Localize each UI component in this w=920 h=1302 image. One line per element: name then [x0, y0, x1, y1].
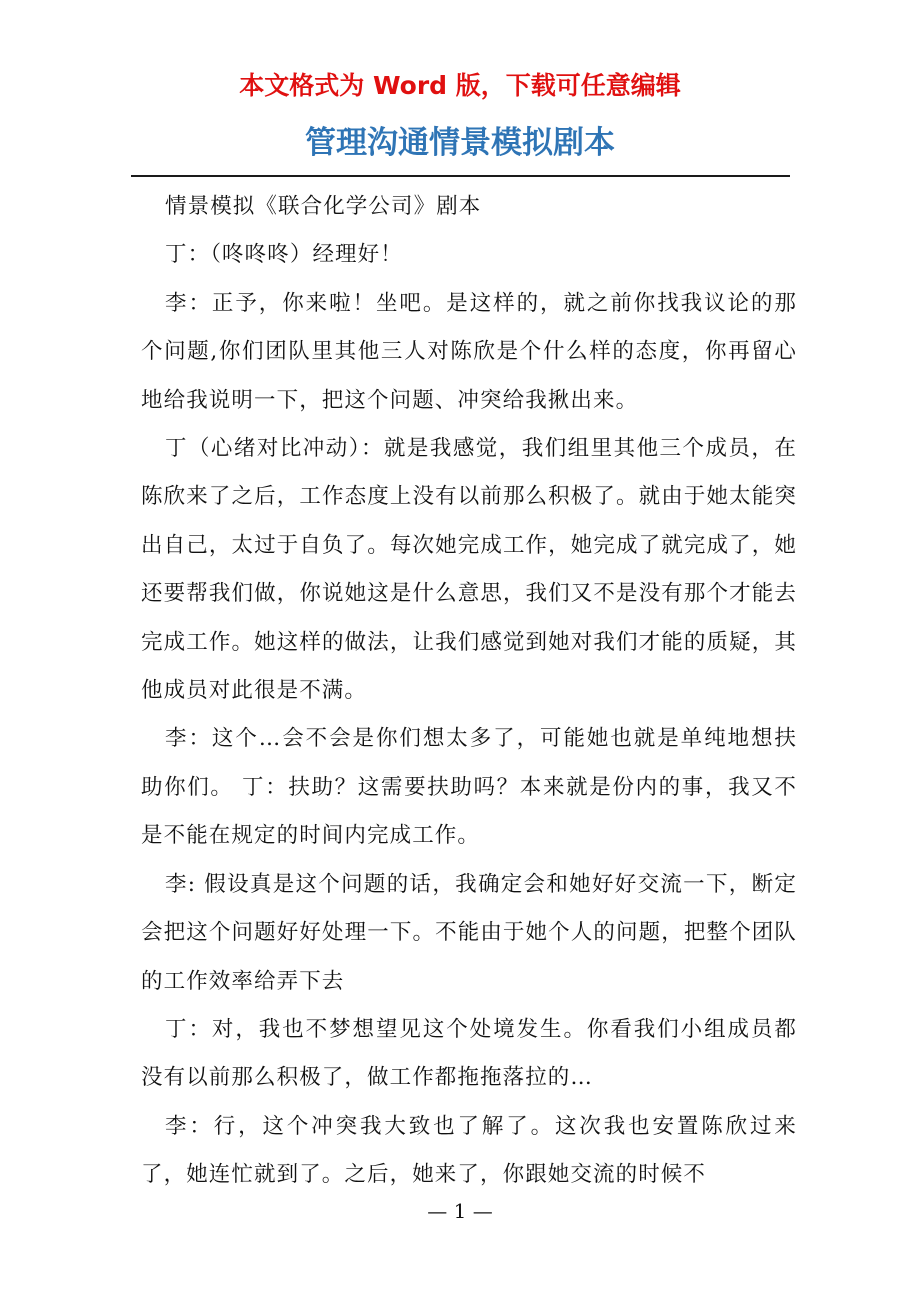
paragraph-li-closing: 李：行，这个冲突我大致也了解了。这次我也安置陈欣过来了，她连忙就到了。之后，她来了，你跟她交流的时候不	[141, 1113, 797, 1188]
document-body	[141, 183, 797, 1200]
format-notice-banner: 本文格式为 Word 版，下载可任意编辑	[239, 71, 681, 100]
paragraph-li-ding-exchange: 李：这个…会不会是你们想太多了，可能她也就是单纯地想扶助你们。 丁：扶助？这需要扶助吗？本来就是份内的事，我又不是不能在规定的时间内完成工作。	[141, 726, 797, 849]
paragraph-ding-complaint: 丁（心绪对比冲动）：就是我感觉，我们组里其他三个成员，在陈欣来了之后，工作态度上没有以前那么积极了。就由于她太能突出自己，太过于自负了。每次她完成工作，她完成了就完成了，她还要帮我们做，你说她这是什么意思，我们又不是没有那个才能去完成工作。她这样的做法，让我们感觉到她对我们才能的质疑，其他成员对此很是不满。	[141, 436, 797, 704]
paragraph-ding-greeting: 丁：（咚咚咚）经理好！	[165, 242, 403, 268]
paragraph-li-opening: 李：正予，你来啦！坐吧。是这样的，就之前你找我议论的那个问题,你们团队里其他三人对陈欣是个什么样的态度，你再留心地给我说明一下，把这个问题、冲突给我揪出来。	[141, 290, 797, 413]
page-number: — 1 —	[427, 1199, 493, 1223]
paragraph-ding-agreement: 丁：对，我也不梦想望见这个处境发生。你看我们小组成员都没有以前那么积极了，做工作都拖拖落拉的…	[141, 1016, 797, 1091]
paragraph-li-response: 李: 假设真是这个问题的话，我确定会和她好好交流一下，断定会把这个问题好好处理一下。不能由于她个人的问题，把整个团队的工作效率给弄下去	[141, 871, 797, 994]
paragraph-script-title: 情景模拟《联合化学公司》剧本	[165, 194, 482, 219]
document-title: 管理沟通情景模拟剧本	[305, 125, 615, 161]
title-divider	[131, 175, 790, 177]
